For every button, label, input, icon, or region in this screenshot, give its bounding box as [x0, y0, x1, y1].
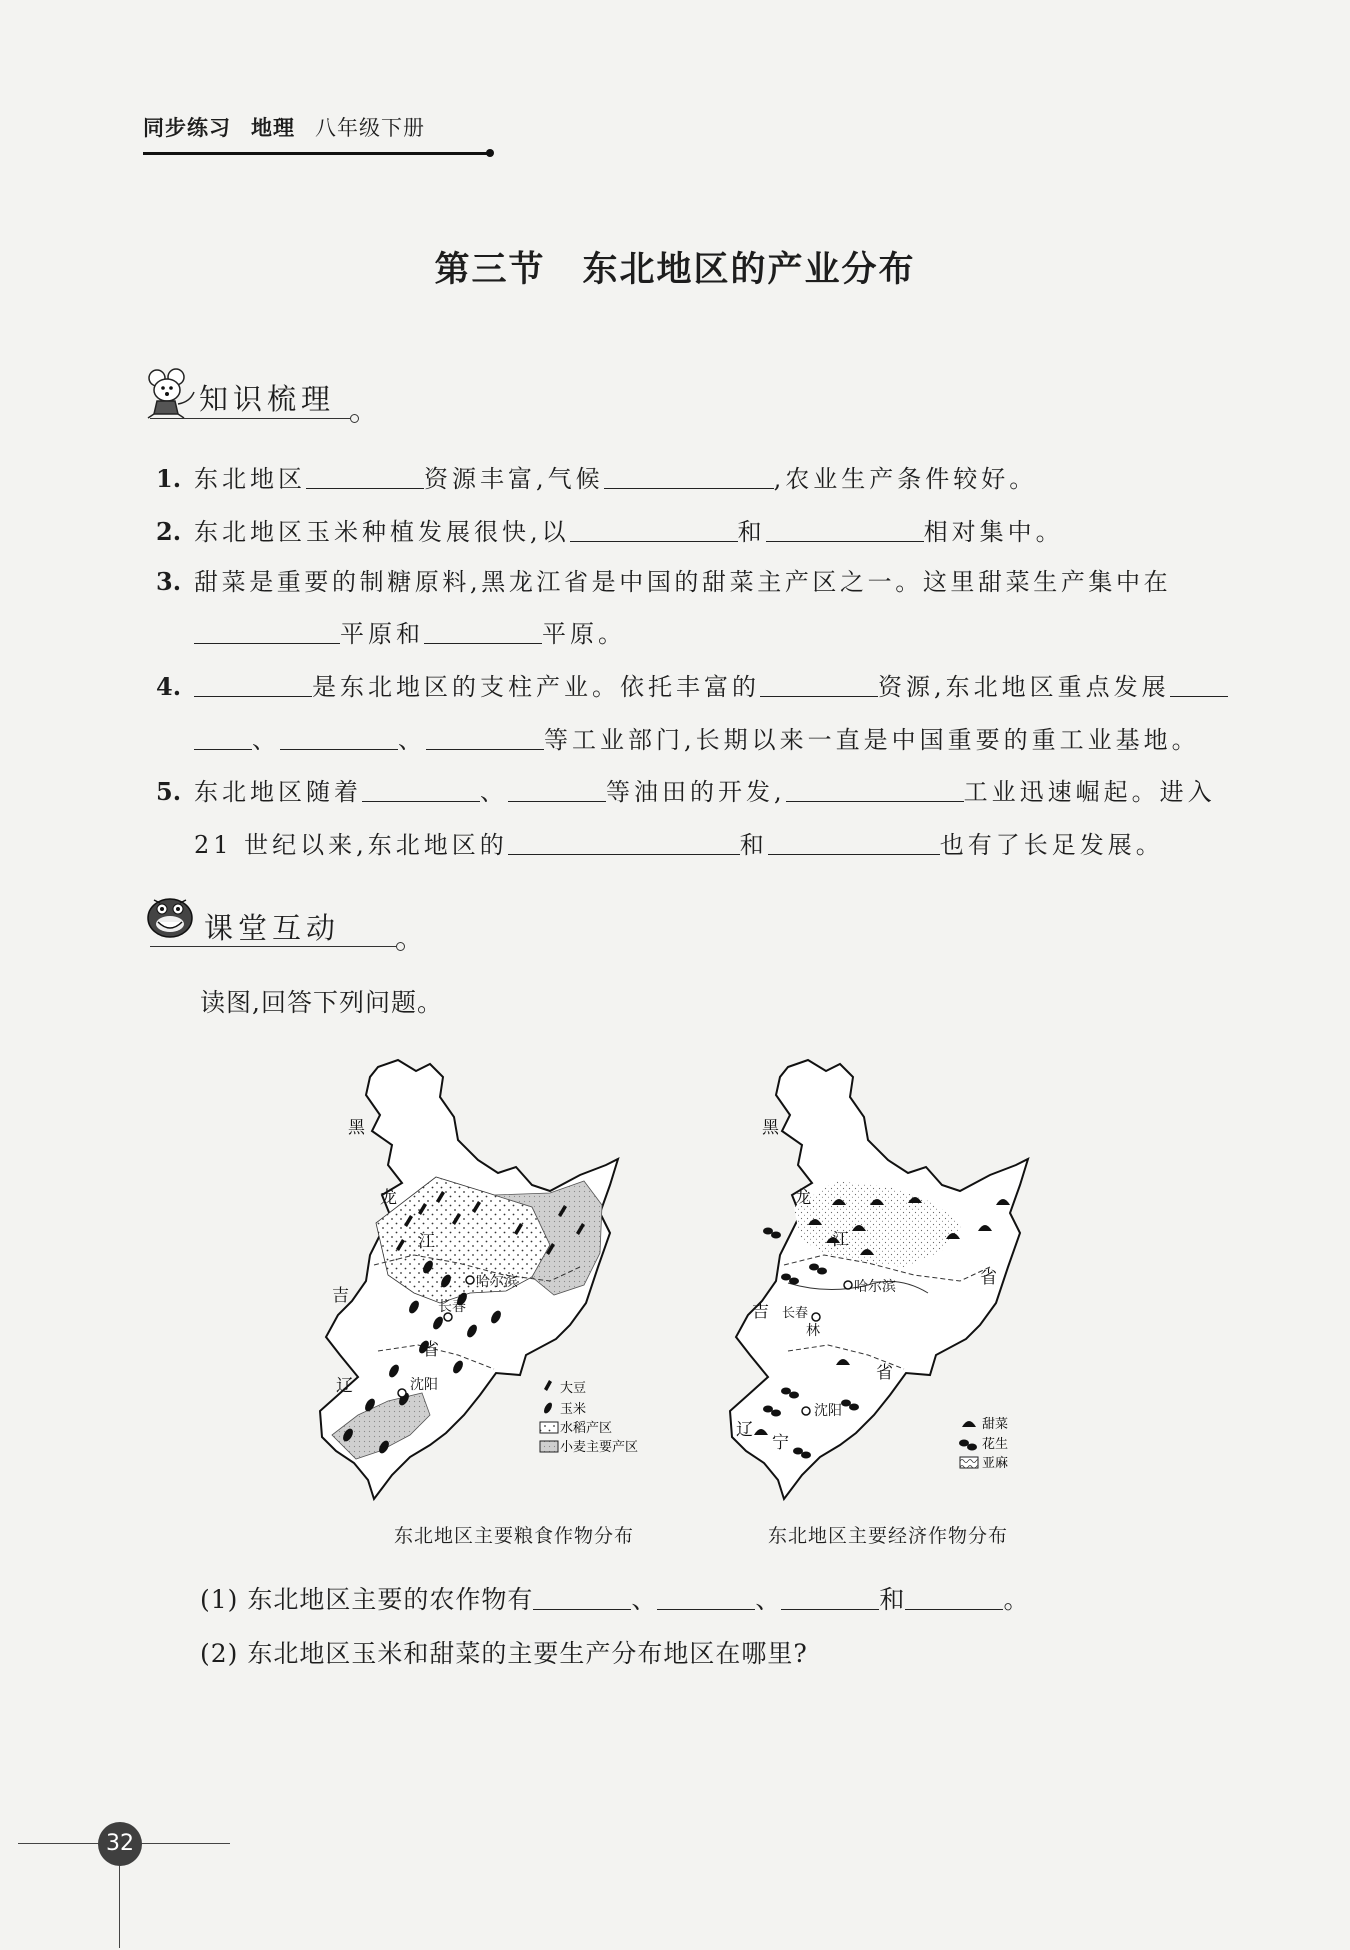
answer-blank[interactable]	[280, 727, 398, 750]
grain-map-caption: 东北地区主要粮食作物分布	[394, 1525, 635, 1547]
map-label-jiang: 江	[832, 1230, 849, 1250]
map-label-sheng: 省	[422, 1340, 439, 1360]
map-label-sheng: 省	[980, 1268, 997, 1288]
question-text: 东北地区	[194, 465, 306, 493]
question-text: 平原和	[340, 620, 424, 648]
question-text: 。	[1003, 1585, 1030, 1614]
legend-corn-icon	[542, 1401, 553, 1414]
question-text: 甜菜是重要的制糖原料,黑龙江省是中国的甜菜主产区之一。这里甜菜生产集中在	[194, 568, 1172, 596]
answer-blank[interactable]	[905, 1587, 1003, 1610]
question-number: 2.	[156, 517, 182, 546]
answer-blank[interactable]	[786, 779, 964, 802]
question-text: 工业迅速崛起。进入	[963, 778, 1216, 806]
header-series: 同步练习	[143, 116, 231, 140]
legend-rice-icon	[540, 1422, 558, 1433]
sub-question-number: (1)	[200, 1585, 239, 1614]
grain-crops-map-svg	[318, 1055, 674, 1507]
legend-sugar-beet-icon	[962, 1421, 976, 1427]
question-text: 、	[480, 778, 508, 806]
question-number: 4.	[156, 672, 182, 701]
map-label-ji: 吉	[332, 1286, 349, 1306]
question-text: 东北地区主要的农作物有	[247, 1585, 534, 1614]
header-grade: 八年级下册	[315, 116, 425, 140]
section-rule	[150, 418, 350, 419]
map-legend	[540, 1380, 638, 1455]
answer-blank[interactable]	[508, 779, 606, 802]
smiling-mascot-icon	[144, 894, 196, 940]
header-subject: 地理	[251, 116, 295, 140]
sub-question-2	[200, 1638, 808, 1670]
question-number: 5.	[156, 777, 182, 806]
header-rule-dot	[486, 149, 494, 157]
question-4	[156, 671, 1228, 703]
answer-blank[interactable]	[1170, 674, 1228, 697]
city-label-harbin: 哈尔滨	[476, 1274, 518, 1290]
legend-wheat-icon	[540, 1441, 558, 1452]
legend-rice: 水稻产区	[560, 1421, 613, 1436]
section-label-class-interaction: 课堂互动	[204, 911, 341, 945]
answer-blank[interactable]	[760, 674, 878, 697]
city-label-changchun: 长春	[438, 1299, 466, 1315]
section-rule-dot	[396, 942, 405, 951]
map-label-sheng-2: 省	[876, 1363, 893, 1383]
instruction-text: 读图,回答下列问题。	[200, 988, 443, 1017]
answer-blank[interactable]	[781, 1587, 879, 1610]
map-label-hei: 黑	[348, 1118, 365, 1138]
map-label-ji: 吉	[752, 1302, 769, 1322]
question-text: 资源丰富,气候	[424, 465, 604, 493]
legend-soybean-icon	[544, 1380, 552, 1391]
map-label-lin: 林	[806, 1323, 820, 1339]
question-text: 、	[631, 1585, 658, 1614]
footer-vertical-rule	[119, 1864, 120, 1948]
question-text: 东北地区玉米和甜菜的主要生产分布地区在哪里?	[247, 1639, 808, 1668]
legend-soybean: 大豆	[560, 1381, 587, 1396]
cash-crops-map-svg	[728, 1055, 1084, 1507]
map-label-long: 龙	[380, 1188, 397, 1208]
answer-blank[interactable]	[604, 466, 774, 489]
answer-blank[interactable]	[426, 727, 544, 750]
answer-blank[interactable]	[194, 674, 312, 697]
cash-crops-map	[728, 1055, 1084, 1507]
legend-sugar-beet: 甜菜	[982, 1417, 1009, 1432]
answer-blank[interactable]	[657, 1587, 755, 1610]
question-text: 、	[755, 1585, 782, 1614]
grain-crops-map	[318, 1055, 674, 1507]
header-rule	[143, 152, 489, 155]
question-number: 3.	[156, 567, 182, 596]
answer-blank[interactable]	[768, 832, 940, 855]
answer-blank[interactable]	[570, 519, 738, 542]
answer-blank[interactable]	[508, 832, 740, 855]
question-text: 等工业部门,长期以来一直是中国重要的重工业基地。	[544, 726, 1200, 754]
legend-peanut-icon	[959, 1440, 969, 1447]
question-3-continued	[194, 618, 626, 650]
question-4-continued	[194, 724, 1200, 756]
map-label-jiang: 江	[418, 1232, 435, 1252]
question-text: 和	[879, 1585, 906, 1614]
question-1	[156, 463, 1037, 495]
question-number: 1.	[156, 464, 182, 493]
question-5	[156, 776, 1216, 808]
answer-blank[interactable]	[306, 466, 424, 489]
legend-flax-icon	[960, 1457, 978, 1468]
city-label-changchun: 长春	[782, 1306, 809, 1321]
question-text: 东北地区随着	[194, 778, 362, 806]
question-5-continued	[194, 829, 1164, 861]
legend-corn: 玉米	[560, 1402, 587, 1417]
question-text: 平原。	[542, 620, 626, 648]
section-title: 第三节 东北地区的产业分布	[434, 249, 916, 290]
question-text: 和	[737, 518, 766, 546]
legend-flax: 亚麻	[982, 1456, 1009, 1471]
map-label-hei: 黑	[762, 1118, 779, 1138]
mouse-mascot-icon	[142, 368, 198, 420]
question-text: 、	[398, 726, 426, 754]
map-label-liao: 辽	[336, 1376, 353, 1396]
question-text: 相对集中。	[923, 518, 1064, 546]
question-text: ,农业生产条件较好。	[773, 465, 1038, 493]
sub-question-1	[200, 1584, 1029, 1616]
page-number: 32	[98, 1822, 142, 1866]
question-text: 、	[252, 726, 280, 754]
answer-blank[interactable]	[424, 621, 542, 644]
map-label-liao: 辽	[736, 1420, 753, 1440]
map-legend	[959, 1416, 1008, 1471]
answer-blank[interactable]	[362, 779, 480, 802]
section-rule	[150, 946, 396, 947]
question-text: 等油田的开发,	[606, 778, 786, 806]
city-label-harbin: 哈尔滨	[854, 1279, 896, 1295]
question-text: 是东北地区的支柱产业。依托丰富的	[312, 673, 760, 701]
question-2	[156, 516, 1064, 548]
answer-blank[interactable]	[766, 519, 924, 542]
legend-wheat: 小麦主要产区	[560, 1440, 639, 1455]
question-3	[156, 566, 1171, 598]
map-label-ning: 宁	[772, 1433, 789, 1453]
question-text: 和	[739, 831, 768, 859]
map-label-long: 龙	[794, 1188, 811, 1208]
question-text: 资源,东北地区重点发展	[878, 673, 1170, 701]
section-rule-dot	[350, 414, 359, 423]
sub-question-number: (2)	[200, 1639, 239, 1668]
answer-blank[interactable]	[194, 621, 340, 644]
question-text: 21 世纪以来,东北地区的	[194, 831, 508, 859]
question-text: 也有了长足发展。	[939, 831, 1164, 859]
legend-peanut: 花生	[982, 1437, 1009, 1452]
section-label-knowledge: 知识梳理	[199, 382, 336, 416]
cash-map-caption: 东北地区主要经济作物分布	[768, 1525, 1009, 1547]
answer-blank[interactable]	[194, 727, 252, 750]
city-label-shenyang: 沈阳	[410, 1377, 438, 1393]
answer-blank[interactable]	[533, 1587, 631, 1610]
question-text: 东北地区玉米种植发展很快,以	[194, 518, 570, 546]
city-label-shenyang: 沈阳	[814, 1403, 842, 1419]
